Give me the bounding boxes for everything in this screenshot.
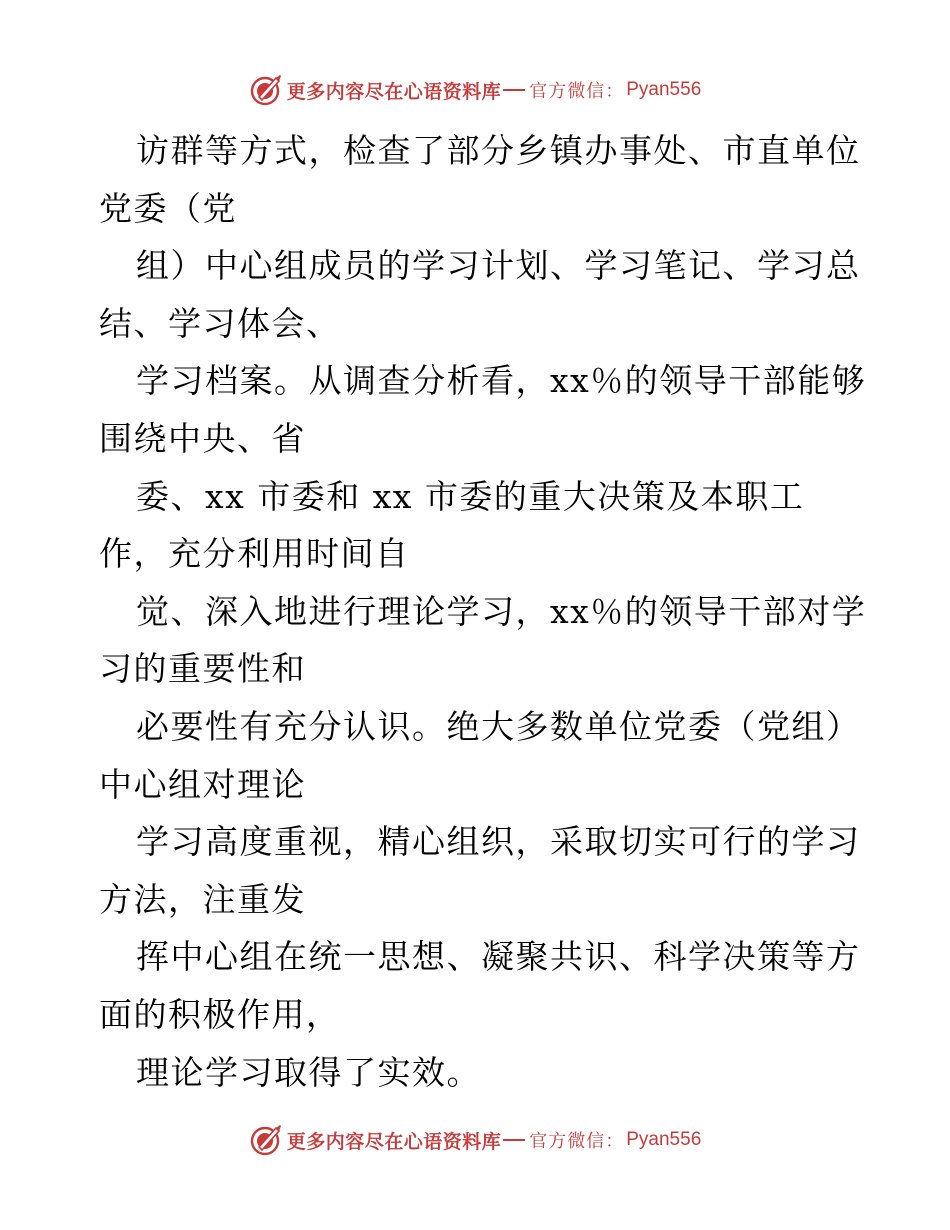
body-line-7: 委、xx 市委和 xx 市委的重大决策及本职工 [136,476,805,516]
body-line-11: 必要性有充分认识。绝大多数单位党委（党组） [136,706,861,746]
header-dash [503,89,525,91]
header-wechat-label: 官方微信： [529,81,625,102]
footer-wechat-label: 官方微信： [529,1131,625,1152]
body-line-2: 党委（党 [99,188,237,228]
body-line-17: 理论学习取得了实效。 [136,1052,481,1092]
pen-logo-icon [249,73,283,107]
body-line-6: 围绕中央、省 [99,418,306,458]
header-wechat-id: Pyan556 [626,79,702,100]
body-line-12: 中心组对理论 [99,764,306,804]
body-line-3: 组）中心组成员的学习计划、学习笔记、学习总 [136,246,861,286]
header-site-text: 更多内容尽在心语资料库 [286,80,502,103]
body-line-13: 学习高度重视，精心组织，采取切实可行的学习 [136,822,861,862]
footer-wechat-id: Pyan556 [626,1129,702,1150]
footer-dash [503,1139,525,1141]
body-line-5: 学习档案。从调查分析看，xx％的领导干部能够 [136,361,867,401]
body-line-8: 作，充分利用时间自 [99,534,410,574]
body-line-9: 觉、深入地进行理论学习，xx％的领导干部对学 [136,591,867,631]
body-line-16: 面的积极作用， [99,994,341,1034]
header-banner [0,70,950,110]
body-line-15: 挥中心组在统一思想、凝聚共识、科学决策等方 [136,937,861,977]
body-line-1: 访群等方式，检查了部分乡镇办事处、市直单位 [136,131,861,170]
footer-banner [0,1120,950,1160]
body-line-4: 结、学习体会、 [99,303,341,343]
body-line-14: 方法，注重发 [99,879,306,919]
document-body [99,122,867,1101]
body-line-10: 习的重要性和 [99,649,306,689]
footer-site-text: 更多内容尽在心语资料库 [286,1130,502,1153]
pen-logo-icon [249,1123,283,1157]
